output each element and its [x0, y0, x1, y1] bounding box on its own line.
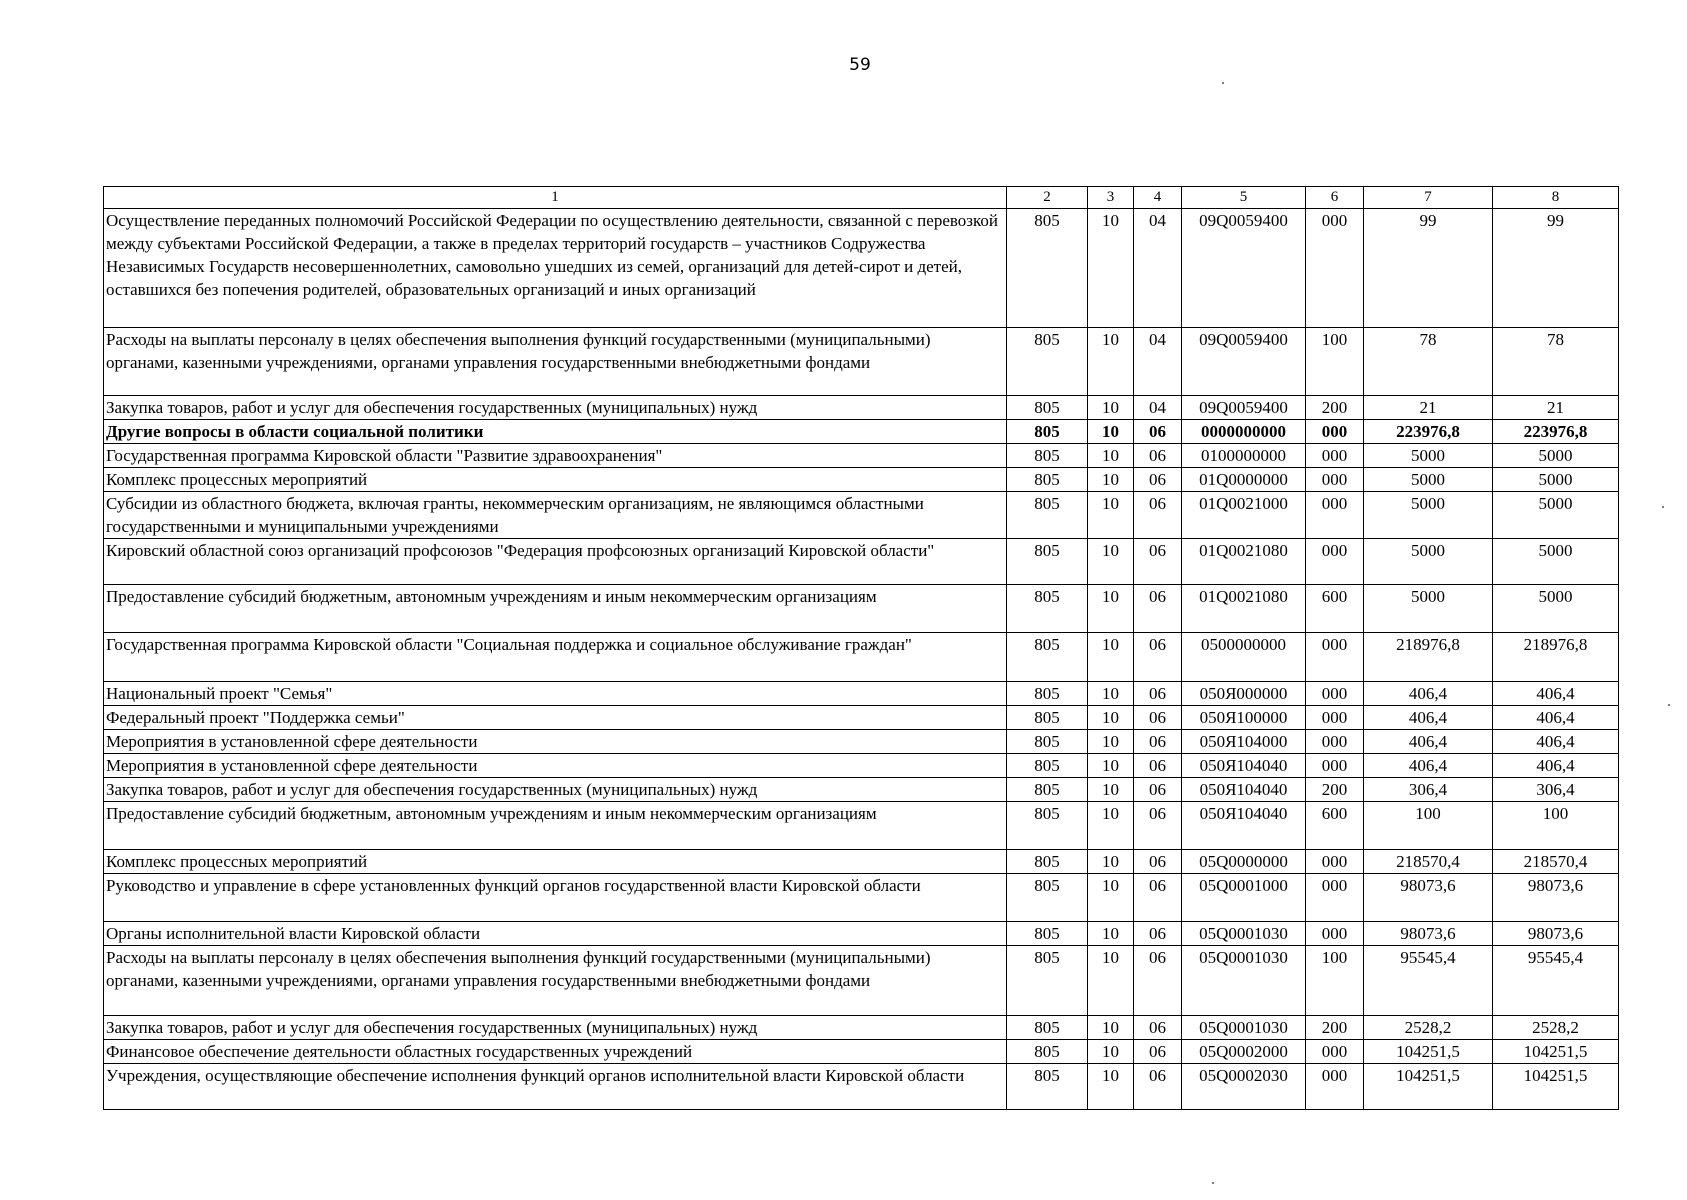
ministry-code-cell: 805 [1007, 420, 1088, 444]
expense-name-cell: Государственная программа Кировской области "Развитие здравоохранения" [104, 444, 1007, 468]
subsection-code-cell: 06 [1134, 850, 1182, 874]
subsection-code-cell: 06 [1134, 1064, 1182, 1110]
amount-col7-cell: 5000 [1364, 492, 1493, 539]
subsection-code-cell: 06 [1134, 420, 1182, 444]
page-number: 59 [849, 55, 871, 75]
target-item-code-cell: 0100000000 [1182, 444, 1306, 468]
table-row [104, 209, 1619, 328]
ministry-code-cell: 805 [1007, 730, 1088, 754]
target-item-code-cell: 050Я100000 [1182, 706, 1306, 730]
expense-name-cell: Кировский областной союз организаций профсоюзов "Федерация профсоюзных организаций Кировской области" [104, 539, 1007, 585]
target-item-code-cell: 05Q0000000 [1182, 850, 1306, 874]
table-row [104, 396, 1619, 420]
section-code-cell: 10 [1088, 706, 1134, 730]
table-row [104, 1040, 1619, 1064]
expense-name-cell: Другие вопросы в области социальной политики [104, 420, 1007, 444]
ministry-code-cell: 805 [1007, 802, 1088, 850]
amount-col7-cell: 99 [1364, 209, 1493, 328]
amount-col8-cell: 406,4 [1493, 754, 1619, 778]
amount-col7-cell: 104251,5 [1364, 1040, 1493, 1064]
expense-type-code-cell: 000 [1306, 754, 1364, 778]
target-item-code-cell: 01Q0000000 [1182, 468, 1306, 492]
scan-speck [1662, 506, 1664, 508]
target-item-code-cell: 050Я000000 [1182, 682, 1306, 706]
section-code-cell: 10 [1088, 444, 1134, 468]
table-row [104, 1016, 1619, 1040]
expense-name-cell: Предоставление субсидий бюджетным, автономным учреждениям и иным некоммерческим организациям [104, 585, 1007, 633]
table-row [104, 1064, 1619, 1110]
amount-col8-cell: 218976,8 [1493, 633, 1619, 682]
section-code-cell: 10 [1088, 209, 1134, 328]
section-code-cell: 10 [1088, 1040, 1134, 1064]
target-item-code-cell: 05Q0001030 [1182, 1016, 1306, 1040]
subsection-code-cell: 06 [1134, 492, 1182, 539]
ministry-code-cell: 805 [1007, 209, 1088, 328]
ministry-code-cell: 805 [1007, 706, 1088, 730]
target-item-code-cell: 0000000000 [1182, 420, 1306, 444]
section-code-cell: 10 [1088, 874, 1134, 922]
ministry-code-cell: 805 [1007, 1040, 1088, 1064]
target-item-code-cell: 09Q0059400 [1182, 209, 1306, 328]
section-code-cell: 10 [1088, 1064, 1134, 1110]
table-row [104, 778, 1619, 802]
expense-type-code-cell: 000 [1306, 420, 1364, 444]
ministry-code-cell: 805 [1007, 539, 1088, 585]
amount-col8-cell: 223976,8 [1493, 420, 1619, 444]
amount-col7-cell: 406,4 [1364, 706, 1493, 730]
amount-col8-cell: 406,4 [1493, 706, 1619, 730]
expense-name-cell: Государственная программа Кировской области "Социальная поддержка и социальное обслуживание граждан" [104, 633, 1007, 682]
amount-col7-cell: 21 [1364, 396, 1493, 420]
column-header-5: 5 [1182, 187, 1306, 209]
expense-name-cell: Предоставление субсидий бюджетным, автономным учреждениям и иным некоммерческим организациям [104, 802, 1007, 850]
amount-col8-cell: 104251,5 [1493, 1040, 1619, 1064]
subsection-code-cell: 06 [1134, 539, 1182, 585]
expense-type-code-cell: 100 [1306, 328, 1364, 396]
table-row [104, 922, 1619, 946]
expense-type-code-cell: 600 [1306, 802, 1364, 850]
amount-col7-cell: 406,4 [1364, 730, 1493, 754]
expense-name-cell: Мероприятия в установленной сфере деятельности [104, 730, 1007, 754]
subsection-code-cell: 06 [1134, 585, 1182, 633]
ministry-code-cell: 805 [1007, 778, 1088, 802]
subsection-code-cell: 06 [1134, 874, 1182, 922]
amount-col7-cell: 5000 [1364, 444, 1493, 468]
expense-name-cell: Мероприятия в установленной сфере деятельности [104, 754, 1007, 778]
target-item-code-cell: 05Q0002030 [1182, 1064, 1306, 1110]
subsection-code-cell: 06 [1134, 946, 1182, 1016]
section-code-cell: 10 [1088, 754, 1134, 778]
expense-type-code-cell: 600 [1306, 585, 1364, 633]
amount-col7-cell: 5000 [1364, 585, 1493, 633]
expense-type-code-cell: 000 [1306, 1040, 1364, 1064]
expense-type-code-cell: 000 [1306, 922, 1364, 946]
amount-col8-cell: 98073,6 [1493, 874, 1619, 922]
table-row [104, 539, 1619, 585]
expense-type-code-cell: 200 [1306, 1016, 1364, 1040]
target-item-code-cell: 09Q0059400 [1182, 396, 1306, 420]
expense-name-cell: Национальный проект "Семья" [104, 682, 1007, 706]
target-item-code-cell: 0500000000 [1182, 633, 1306, 682]
amount-col7-cell: 406,4 [1364, 682, 1493, 706]
ministry-code-cell: 805 [1007, 850, 1088, 874]
expense-name-cell: Руководство и управление в сфере установленных функций органов государственной власти Кировской области [104, 874, 1007, 922]
section-code-cell: 10 [1088, 585, 1134, 633]
amount-col8-cell: 406,4 [1493, 682, 1619, 706]
scan-speck [1668, 704, 1670, 706]
table-body [104, 209, 1619, 1110]
section-code-cell: 10 [1088, 396, 1134, 420]
section-code-cell: 10 [1088, 850, 1134, 874]
subsection-code-cell: 06 [1134, 633, 1182, 682]
section-code-cell: 10 [1088, 633, 1134, 682]
subsection-code-cell: 04 [1134, 209, 1182, 328]
subsection-code-cell: 04 [1134, 328, 1182, 396]
expense-type-code-cell: 000 [1306, 209, 1364, 328]
amount-col7-cell: 78 [1364, 328, 1493, 396]
amount-col8-cell: 5000 [1493, 539, 1619, 585]
expense-name-cell: Закупка товаров, работ и услуг для обеспечения государственных (муниципальных) нужд [104, 778, 1007, 802]
ministry-code-cell: 805 [1007, 633, 1088, 682]
amount-col7-cell: 98073,6 [1364, 874, 1493, 922]
table-row [104, 946, 1619, 1016]
ministry-code-cell: 805 [1007, 754, 1088, 778]
expense-type-code-cell: 000 [1306, 682, 1364, 706]
header-row [104, 187, 1619, 209]
target-item-code-cell: 050Я104000 [1182, 730, 1306, 754]
amount-col7-cell: 98073,6 [1364, 922, 1493, 946]
table-row [104, 468, 1619, 492]
section-code-cell: 10 [1088, 420, 1134, 444]
table-row [104, 874, 1619, 922]
table-row [104, 328, 1619, 396]
expense-name-cell: Расходы на выплаты персоналу в целях обеспечения выполнения функций государственными (муниципальными) органами, казенными учреждениями, органами управления государственными внебюджетными фондами [104, 328, 1007, 396]
subsection-code-cell: 06 [1134, 802, 1182, 850]
expense-name-cell: Осуществление переданных полномочий Российской Федерации по осуществлению деятельности, связанной с перевозкой между субъектами Российской Федерации, а также в пределах территорий государств – участников Содружества Независимых Государств несовершеннолетних, самовольно ушедших из семей, организаций для детей-сирот и детей, оставшихся без попечения родителей, образовательных организаций и иных организаций [104, 209, 1007, 328]
expense-type-code-cell: 000 [1306, 874, 1364, 922]
subsection-code-cell: 06 [1134, 778, 1182, 802]
table-row [104, 492, 1619, 539]
target-item-code-cell: 05Q0001030 [1182, 946, 1306, 1016]
table-row [104, 706, 1619, 730]
target-item-code-cell: 01Q0021000 [1182, 492, 1306, 539]
section-code-cell: 10 [1088, 468, 1134, 492]
section-code-cell: 10 [1088, 492, 1134, 539]
column-header-3: 3 [1088, 187, 1134, 209]
section-code-cell: 10 [1088, 802, 1134, 850]
expense-type-code-cell: 200 [1306, 396, 1364, 420]
amount-col8-cell: 406,4 [1493, 730, 1619, 754]
column-header-6: 6 [1306, 187, 1364, 209]
expense-type-code-cell: 000 [1306, 539, 1364, 585]
ministry-code-cell: 805 [1007, 946, 1088, 1016]
section-code-cell: 10 [1088, 328, 1134, 396]
table-row [104, 444, 1619, 468]
section-code-cell: 10 [1088, 682, 1134, 706]
expense-type-code-cell: 000 [1306, 468, 1364, 492]
column-header-2: 2 [1007, 187, 1088, 209]
amount-col7-cell: 5000 [1364, 468, 1493, 492]
amount-col8-cell: 5000 [1493, 585, 1619, 633]
ministry-code-cell: 805 [1007, 396, 1088, 420]
amount-col8-cell: 5000 [1493, 444, 1619, 468]
table-row [104, 802, 1619, 850]
subsection-code-cell: 06 [1134, 706, 1182, 730]
amount-col7-cell: 223976,8 [1364, 420, 1493, 444]
amount-col8-cell: 104251,5 [1493, 1064, 1619, 1110]
section-code-cell: 10 [1088, 1016, 1134, 1040]
amount-col7-cell: 218570,4 [1364, 850, 1493, 874]
expense-name-cell: Органы исполнительной власти Кировской области [104, 922, 1007, 946]
amount-col8-cell: 95545,4 [1493, 946, 1619, 1016]
scan-speck [1222, 82, 1224, 84]
expense-type-code-cell: 200 [1306, 778, 1364, 802]
amount-col8-cell: 21 [1493, 396, 1619, 420]
target-item-code-cell: 050Я104040 [1182, 802, 1306, 850]
amount-col8-cell: 2528,2 [1493, 1016, 1619, 1040]
subsection-code-cell: 06 [1134, 754, 1182, 778]
amount-col8-cell: 5000 [1493, 492, 1619, 539]
scan-speck [1212, 1182, 1214, 1184]
target-item-code-cell: 09Q0059400 [1182, 328, 1306, 396]
amount-col8-cell: 218570,4 [1493, 850, 1619, 874]
subsection-code-cell: 06 [1134, 730, 1182, 754]
expense-type-code-cell: 000 [1306, 444, 1364, 468]
section-code-cell: 10 [1088, 778, 1134, 802]
expense-name-cell: Закупка товаров, работ и услуг для обеспечения государственных (муниципальных) нужд [104, 1016, 1007, 1040]
amount-col7-cell: 2528,2 [1364, 1016, 1493, 1040]
amount-col7-cell: 100 [1364, 802, 1493, 850]
amount-col8-cell: 78 [1493, 328, 1619, 396]
expense-name-cell: Финансовое обеспечение деятельности областных государственных учреждений [104, 1040, 1007, 1064]
amount-col8-cell: 5000 [1493, 468, 1619, 492]
ministry-code-cell: 805 [1007, 1016, 1088, 1040]
target-item-code-cell: 050Я104040 [1182, 778, 1306, 802]
expense-type-code-cell: 000 [1306, 1064, 1364, 1110]
amount-col7-cell: 306,4 [1364, 778, 1493, 802]
amount-col7-cell: 104251,5 [1364, 1064, 1493, 1110]
expense-type-code-cell: 100 [1306, 946, 1364, 1016]
column-header-4: 4 [1134, 187, 1182, 209]
ministry-code-cell: 805 [1007, 1064, 1088, 1110]
ministry-code-cell: 805 [1007, 444, 1088, 468]
section-code-cell: 10 [1088, 730, 1134, 754]
target-item-code-cell: 050Я104040 [1182, 754, 1306, 778]
expense-name-cell: Федеральный проект "Поддержка семьи" [104, 706, 1007, 730]
amount-col8-cell: 306,4 [1493, 778, 1619, 802]
amount-col7-cell: 406,4 [1364, 754, 1493, 778]
subsection-code-cell: 06 [1134, 1040, 1182, 1064]
expense-name-cell: Расходы на выплаты персоналу в целях обеспечения выполнения функций государственными (муниципальными) органами, казенными учреждениями, органами управления государственными внебюджетными фондами [104, 946, 1007, 1016]
expense-name-cell: Субсидии из областного бюджета, включая гранты, некоммерческим организациям, не являющимся областными государственными и муниципальными учреждениями [104, 492, 1007, 539]
subsection-code-cell: 06 [1134, 682, 1182, 706]
section-code-cell: 10 [1088, 946, 1134, 1016]
subsection-code-cell: 06 [1134, 922, 1182, 946]
target-item-code-cell: 01Q0021080 [1182, 539, 1306, 585]
table-row [104, 730, 1619, 754]
section-code-cell: 10 [1088, 539, 1134, 585]
subsection-code-cell: 06 [1134, 444, 1182, 468]
table-row [104, 682, 1619, 706]
budget-table [103, 186, 1619, 1110]
column-header-8: 8 [1493, 187, 1619, 209]
target-item-code-cell: 05Q0002000 [1182, 1040, 1306, 1064]
amount-col8-cell: 100 [1493, 802, 1619, 850]
amount-col8-cell: 99 [1493, 209, 1619, 328]
table-row [104, 754, 1619, 778]
subsection-code-cell: 04 [1134, 396, 1182, 420]
expense-type-code-cell: 000 [1306, 730, 1364, 754]
expense-type-code-cell: 000 [1306, 633, 1364, 682]
section-code-cell: 10 [1088, 922, 1134, 946]
expense-type-code-cell: 000 [1306, 850, 1364, 874]
subsection-code-cell: 06 [1134, 1016, 1182, 1040]
ministry-code-cell: 805 [1007, 874, 1088, 922]
ministry-code-cell: 805 [1007, 492, 1088, 539]
amount-col7-cell: 218976,8 [1364, 633, 1493, 682]
expense-name-cell: Закупка товаров, работ и услуг для обеспечения государственных (муниципальных) нужд [104, 396, 1007, 420]
table-row [104, 420, 1619, 444]
column-header-7: 7 [1364, 187, 1493, 209]
expense-type-code-cell: 000 [1306, 706, 1364, 730]
expense-type-code-cell: 000 [1306, 492, 1364, 539]
ministry-code-cell: 805 [1007, 328, 1088, 396]
expense-name-cell: Комплекс процессных мероприятий [104, 850, 1007, 874]
ministry-code-cell: 805 [1007, 922, 1088, 946]
subsection-code-cell: 06 [1134, 468, 1182, 492]
target-item-code-cell: 01Q0021080 [1182, 585, 1306, 633]
amount-col7-cell: 95545,4 [1364, 946, 1493, 1016]
ministry-code-cell: 805 [1007, 468, 1088, 492]
ministry-code-cell: 805 [1007, 682, 1088, 706]
table-row [104, 633, 1619, 682]
amount-col7-cell: 5000 [1364, 539, 1493, 585]
table-row [104, 585, 1619, 633]
expense-name-cell: Учреждения, осуществляющие обеспечение исполнения функций органов исполнительной власти Кировской области [104, 1064, 1007, 1110]
target-item-code-cell: 05Q0001000 [1182, 874, 1306, 922]
target-item-code-cell: 05Q0001030 [1182, 922, 1306, 946]
table-row [104, 850, 1619, 874]
ministry-code-cell: 805 [1007, 585, 1088, 633]
expense-name-cell: Комплекс процессных мероприятий [104, 468, 1007, 492]
amount-col8-cell: 98073,6 [1493, 922, 1619, 946]
column-header-1: 1 [104, 187, 1007, 209]
